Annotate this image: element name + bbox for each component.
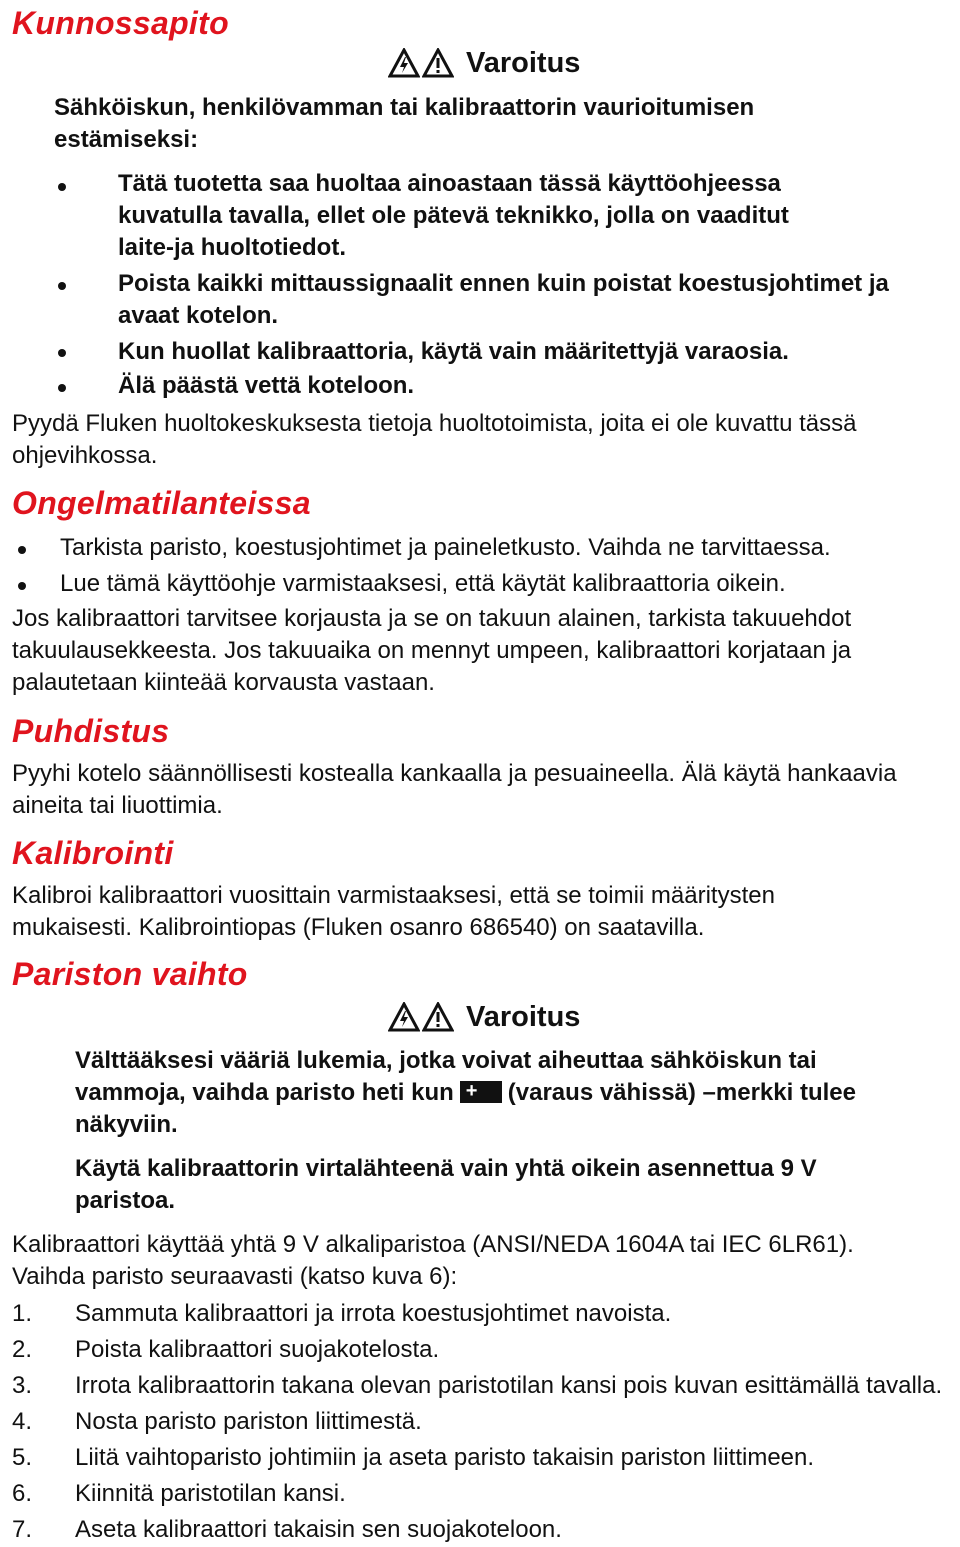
bullet-dot [58, 183, 66, 191]
step-text: Liitä vaihtoparisto johtimiin ja aseta paristo takaisin pariston liittimeen. [75, 1444, 815, 1471]
caution-icon [422, 1002, 454, 1032]
calibration-text: Kalibroi kalibraattori vuosittain varmistaaksesi, että se toimii määritysten mukaisesti. Kalibrointiopas (Fluken osanro 686540) on saatavilla. [12, 882, 775, 941]
step-text: Sammuta kalibraattori ja irrota koestusjohtimet navoista. [75, 1300, 672, 1327]
section-title-trouble: Ongelmatilanteissa [12, 485, 311, 521]
battery-warning-1-end: (varaus vähissä) –merkki tulee näkyviin. [75, 1079, 856, 1138]
battery-warning-1 [75, 1045, 865, 1141]
warning-bullet-4: Älä päästä vettä koteloon. [118, 372, 415, 399]
warning-header-battery [388, 1000, 580, 1034]
warning-title: Varoitus [466, 47, 581, 79]
step-number: 7. [12, 1516, 33, 1543]
warning-icons [388, 1002, 454, 1032]
trouble-text: Jos kalibraattori tarvitsee korjausta ja se on takuun alainen, tarkista takuuehdot takuulausekkeesta. Jos takuuaika on mennyt umpeen, kalibraattori korjataan ja palautetaan kiinteää korvausta vastaan. [12, 605, 852, 696]
step-number: 5. [12, 1444, 33, 1471]
electric-hazard-icon [388, 1002, 420, 1032]
section-title-cleaning: Puhdistus [12, 713, 170, 749]
step-text: Nosta paristo pariston liittimestä. [75, 1408, 422, 1435]
step-text: Poista kalibraattori suojakotelosta. [75, 1336, 440, 1363]
battery-warning-2: Käytä kalibraattorin virtalähteenä vain yhtä oikein asennettua 9 V paristoa. [75, 1155, 817, 1214]
bullet-dot [58, 349, 66, 357]
step-number: 2. [12, 1336, 33, 1363]
bullet-dot [18, 546, 26, 554]
bullet-dot [18, 582, 26, 590]
warning-icons [388, 48, 454, 78]
step-text: Aseta kalibraattori takaisin sen suojakoteloon. [75, 1516, 562, 1543]
cleaning-text: Pyyhi kotelo säännöllisesti kostealla kankaalla ja pesuaineella. Älä käytä hankaavia aineita tai liuottimia. [12, 760, 897, 819]
trouble-bullet-2: Lue tämä käyttöohje varmistaaksesi, että käytät kalibraattoria oikein. [60, 570, 786, 597]
step-number: 4. [12, 1408, 33, 1435]
battery-warning-1-start: Välttääksesi vääriä lukemia, jotka voivat aiheuttaa sähköiskun tai vammoja, vaihda paristo heti kun [75, 1047, 817, 1106]
warning-header-maintenance [388, 46, 580, 80]
step-number: 1. [12, 1300, 33, 1327]
warning-intro: Sähköiskun, henkilövamman tai kalibraattorin vaurioitumisen estämiseksi: [54, 94, 755, 153]
battery-intro: Kalibraattori käyttää yhtä 9 V alkaliparistoa (ANSI/NEDA 1604A tai IEC 6LR61). Vaihda paristo seuraavasti (katso kuva 6): [12, 1231, 854, 1290]
maintenance-note: Pyydä Fluken huoltokeskuksesta tietoja huoltotoimista, joita ei ole kuvattu tässä ohjevihkossa. [12, 410, 857, 469]
trouble-bullet-1: Tarkista paristo, koestusjohtimet ja paineletkusto. Vaihda ne tarvittaessa. [60, 534, 831, 561]
caution-icon [422, 48, 454, 78]
warning-bullet-2: Poista kaikki mittaussignaalit ennen kuin poistat koestusjohtimet ja avaat kotelon. [118, 270, 889, 329]
warning-bullet-1: Tätä tuotetta saa huoltaa ainoastaan tässä käyttöohjeessa kuvatulla tavalla, ellet ole pätevä teknikko, jolla on vaaditut laite-ja huoltotiedot. [118, 170, 789, 261]
step-number: 6. [12, 1480, 33, 1507]
section-title-calibration: Kalibrointi [12, 835, 174, 871]
warning-title: Varoitus [466, 1001, 581, 1033]
low-battery-icon: + [460, 1081, 502, 1103]
section-title-maintenance: Kunnossapito [12, 5, 229, 41]
warning-bullet-3: Kun huollat kalibraattoria, käytä vain määritettyjä varaosia. [118, 338, 789, 365]
bullet-dot [58, 384, 66, 392]
step-text: Irrota kalibraattorin takana olevan paristotilan kansi pois kuvan esittämällä tavalla. [75, 1372, 943, 1399]
bullet-dot [58, 282, 66, 290]
step-number: 3. [12, 1372, 33, 1399]
step-text: Kiinnitä paristotilan kansi. [75, 1480, 346, 1507]
electric-hazard-icon [388, 48, 420, 78]
section-title-battery: Pariston vaihto [12, 956, 248, 992]
